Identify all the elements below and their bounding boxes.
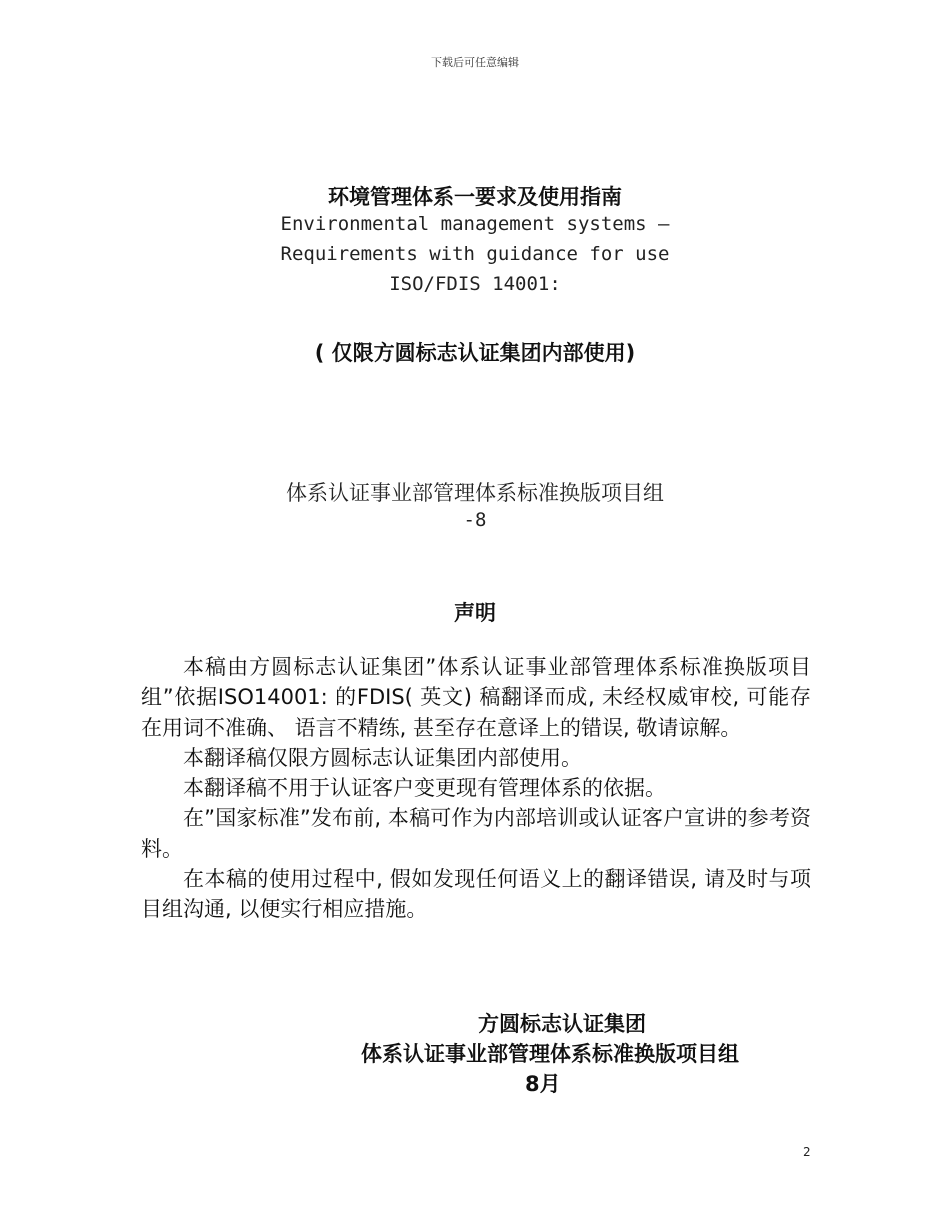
declaration-paragraph: 本翻译稿仅限方圆标志认证集团内部使用。: [183, 745, 582, 770]
document-title-cn: 环境管理体系一要求及使用指南: [328, 185, 622, 209]
document-title-en-line1: Environmental management systems —: [280, 213, 670, 235]
signature-department: 体系认证事业部管理体系标准换版项目组: [361, 1042, 739, 1066]
declaration-heading: 声明: [454, 601, 496, 625]
declaration-paragraph: 在”国家标准”发布前, 本稿可作为内部培训或认证客户宣讲的参考资料。: [141, 806, 811, 861]
internal-use-notice: ( 仅限方圆标志认证集团内部使用): [314, 341, 636, 365]
page-number: 2: [803, 1145, 811, 1159]
declaration-paragraph: 本稿由方圆标志认证集团”体系认证事业部管理体系标准换版项目组”依据ISO14001: 的FDIS( 英文) 稿翻译而成, 未经权威审校, 可能存在用词不准确、 语言不精练, 甚至存在意译上的错误, 敬请谅解。: [141, 655, 811, 740]
signature-organization: 方圆标志认证集团: [478, 1012, 646, 1036]
signature-date: 8月: [525, 1072, 561, 1096]
declaration-paragraph: 本翻译稿不用于认证客户变更现有管理体系的依据。: [183, 776, 666, 801]
document-standard-number: ISO/FDIS 14001:: [389, 273, 561, 295]
department-name: 体系认证事业部管理体系标准换版项目组: [286, 481, 664, 505]
document-title-en-line2: Requirements with guidance for use: [280, 243, 670, 265]
declaration-paragraph: 在本稿的使用过程中, 假如发现任何语义上的翻译错误, 请及时与项目组沟通, 以便实行相应措施。: [141, 867, 811, 922]
page-header-note: 下载后可任意编辑: [431, 56, 519, 69]
department-suffix: -8: [463, 509, 487, 531]
declaration-body: [141, 652, 811, 925]
